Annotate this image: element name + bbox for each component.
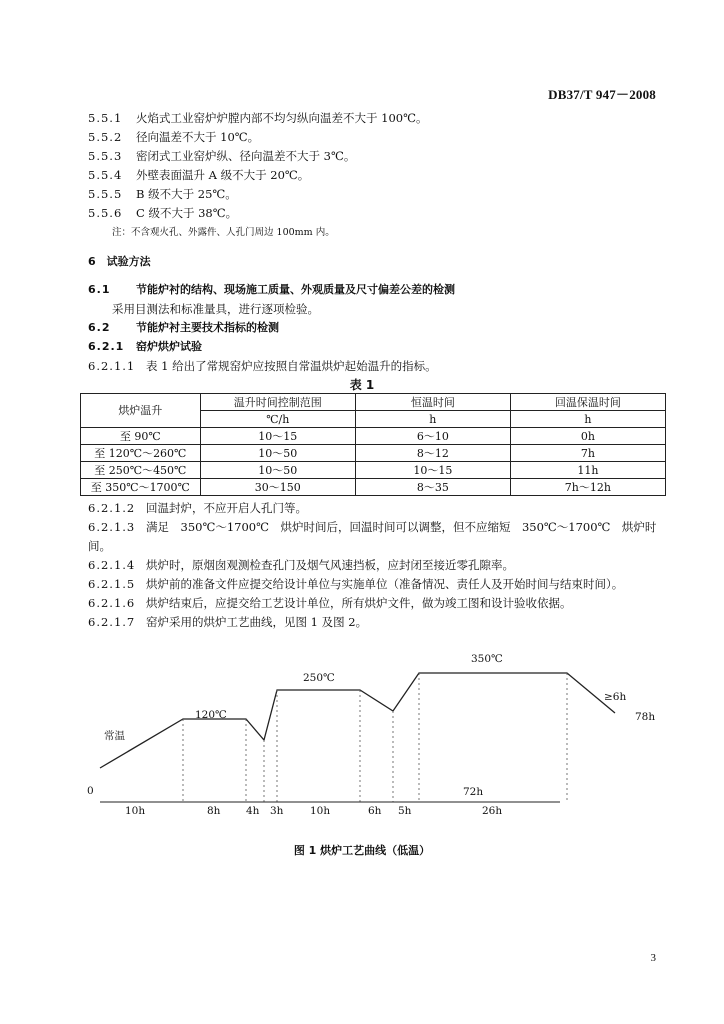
segment-label: 4h [246,805,260,817]
clause-number: 6.2.1.5 [88,577,136,591]
clause-number: 6.2.1.4 [88,558,136,572]
clause-number: 6.2.1 [88,340,125,353]
clause-text: 回温封炉，不应开启人孔门等。 [146,501,307,515]
clause-5-5-5 [88,186,237,202]
header-cell: 温升时间控制范围 [200,394,355,411]
clause-6-1 [88,282,455,298]
heating-curve-line [100,673,615,768]
segment-label: 26h [482,805,503,817]
clause-6-2-1-3-cont: 间。 [88,539,111,553]
table-cell: 10～50 [200,445,355,462]
clause-number: 6.2.1.7 [88,615,136,629]
document-code: DB37/T 947－2008 [548,87,656,102]
clause-number: 5.5.5 [88,187,123,201]
clause-title: 节能炉衬主要技术指标的检测 [136,321,279,334]
temp-label-350: 350℃ [471,653,503,665]
table-cell: 6～10 [355,428,510,445]
clause-number: 5.5.3 [88,149,123,163]
segment-label: 5h [398,805,412,817]
origin-label: 0 [87,785,94,797]
unit-cell: h [355,411,510,428]
header-cell: 回温保温时间 [510,394,665,411]
header-cell: 烘炉温升 [81,394,201,428]
table-cell: 7h [510,445,665,462]
dashed-guides [183,673,567,802]
clause-6-2-1-1 [88,358,437,374]
table-row [81,462,666,479]
clause-text: C 级不大于 38℃。 [136,206,238,220]
clause-number: 5.5.4 [88,168,123,182]
clause-6-2-1-2 [88,500,307,516]
segment-label: 3h [270,805,284,817]
table-cell: 10～50 [200,462,355,479]
segment-label: 10h [310,805,331,817]
figure-caption: 图 1 烘炉工艺曲线（低温） [293,844,431,857]
clause-6-1-body: 采用目测法和标准量具，进行逐项检验。 [112,302,319,316]
clause-5-5-4 [88,167,309,183]
clause-number: 6.2 [88,321,111,334]
clause-number: 5.5.6 [88,206,123,220]
clause-5-5-2 [88,129,259,145]
table-cell: 至 250℃～450℃ [81,462,201,479]
segment-label: 8h [207,805,221,817]
clause-title: 窑炉烘炉试验 [136,340,202,353]
table-cell: 8～12 [355,445,510,462]
note: 注：不含观火孔、外露件、人孔门周边 100mm 内。 [112,227,335,238]
table-header-row [81,394,666,411]
table-cell: 至 90℃ [81,428,201,445]
temp-label-250: 250℃ [303,672,335,684]
heating-table [80,393,666,496]
segment-label: 10h [125,805,146,817]
table-cell: 10～15 [200,428,355,445]
header-cell: 恒温时间 [355,394,510,411]
clause-6-2-1-5 [88,576,623,592]
clause-title: 节能炉衬的结构、现场施工质量、外观质量及尺寸偏差公差的检测 [136,283,455,296]
clause-5-5-3 [88,148,355,164]
table-cell: 至 120℃～260℃ [81,445,201,462]
table-cell: 至 350℃～1700℃ [81,479,201,496]
clause-6-2-1-7 [88,614,367,630]
clause-number: 5.5.1 [88,111,123,125]
clause-number: 6.2.1.2 [88,501,136,515]
clause-text: 径向温差不大于 10℃。 [136,130,260,144]
clause-number: 6.2.1.3 [88,520,136,534]
clause-number: 6.1 [88,283,111,296]
table-title: 表 1 [349,378,375,392]
clause-5-5-6 [88,205,237,221]
heating-curve-chart [0,640,724,840]
end-label-min: ≥6h [604,691,627,703]
clause-6-2 [88,320,279,336]
clause-6-2-1-3 [88,519,656,535]
table-cell: 7h～12h [510,479,665,496]
temp-label-ambient: 常温 [104,730,125,742]
clause-text: 火焰式工业窑炉炉膛内部不均匀纵向温差不大于 100℃。 [136,111,428,125]
section-6-title: 6 试验方法 [88,255,151,268]
clause-text: 烘炉前的准备文件应提交给设计单位与实施单位（准备情况、责任人及开始时间与结束时间）。 [146,577,624,591]
table-cell: 8～35 [355,479,510,496]
clause-text: B 级不大于 25℃。 [136,187,237,201]
segment-label: 6h [368,805,382,817]
clause-6-2-1 [88,339,202,355]
table-cell: 11h [510,462,665,479]
clause-6-2-1-6 [88,595,572,611]
clause-text: 烘炉结束后，应提交给工艺设计单位，所有烘炉文件，做为竣工图和设计验收依据。 [146,596,572,610]
clause-number: 5.5.2 [88,130,123,144]
table-cell: 30～150 [200,479,355,496]
table-row [81,445,666,462]
table-row [81,428,666,445]
table-row [81,479,666,496]
table-cell: 10～15 [355,462,510,479]
unit-cell: ℃/h [200,411,355,428]
clause-text: 表 1 给出了常规窑炉应按照自常温烘炉起始温升的指标。 [146,359,437,373]
clause-6-2-1-4 [88,557,514,573]
clause-number: 6.2.1.6 [88,596,136,610]
clause-text: 密闭式工业窑炉纵、径向温差不大于 3℃。 [136,149,356,163]
clause-text: 满足 350℃～1700℃ 烘炉时间后，回温时间可以调整，但不应缩短 350℃～1700℃ 烘炉时 [146,520,657,534]
heating-curve-svg [0,640,724,840]
page-number: 3 [650,952,656,964]
total-time-label: 72h [463,786,484,798]
unit-cell: h [510,411,665,428]
clause-text: 窑炉采用的烘炉工艺曲线，见图 1 及图 2。 [146,615,368,629]
clause-text: 外壁表面温升 A 级不大于 20℃。 [136,168,310,182]
clause-text: 烘炉时，原烟囱观测检查孔门及烟气风速挡板，应封闭至接近零孔隙率。 [146,558,514,572]
clause-number: 6.2.1.1 [88,359,136,373]
temp-label-120: 120℃ [195,709,227,721]
clause-5-5-1 [88,110,427,126]
end-label-total: 78h [635,711,656,723]
table-cell: 0h [510,428,665,445]
